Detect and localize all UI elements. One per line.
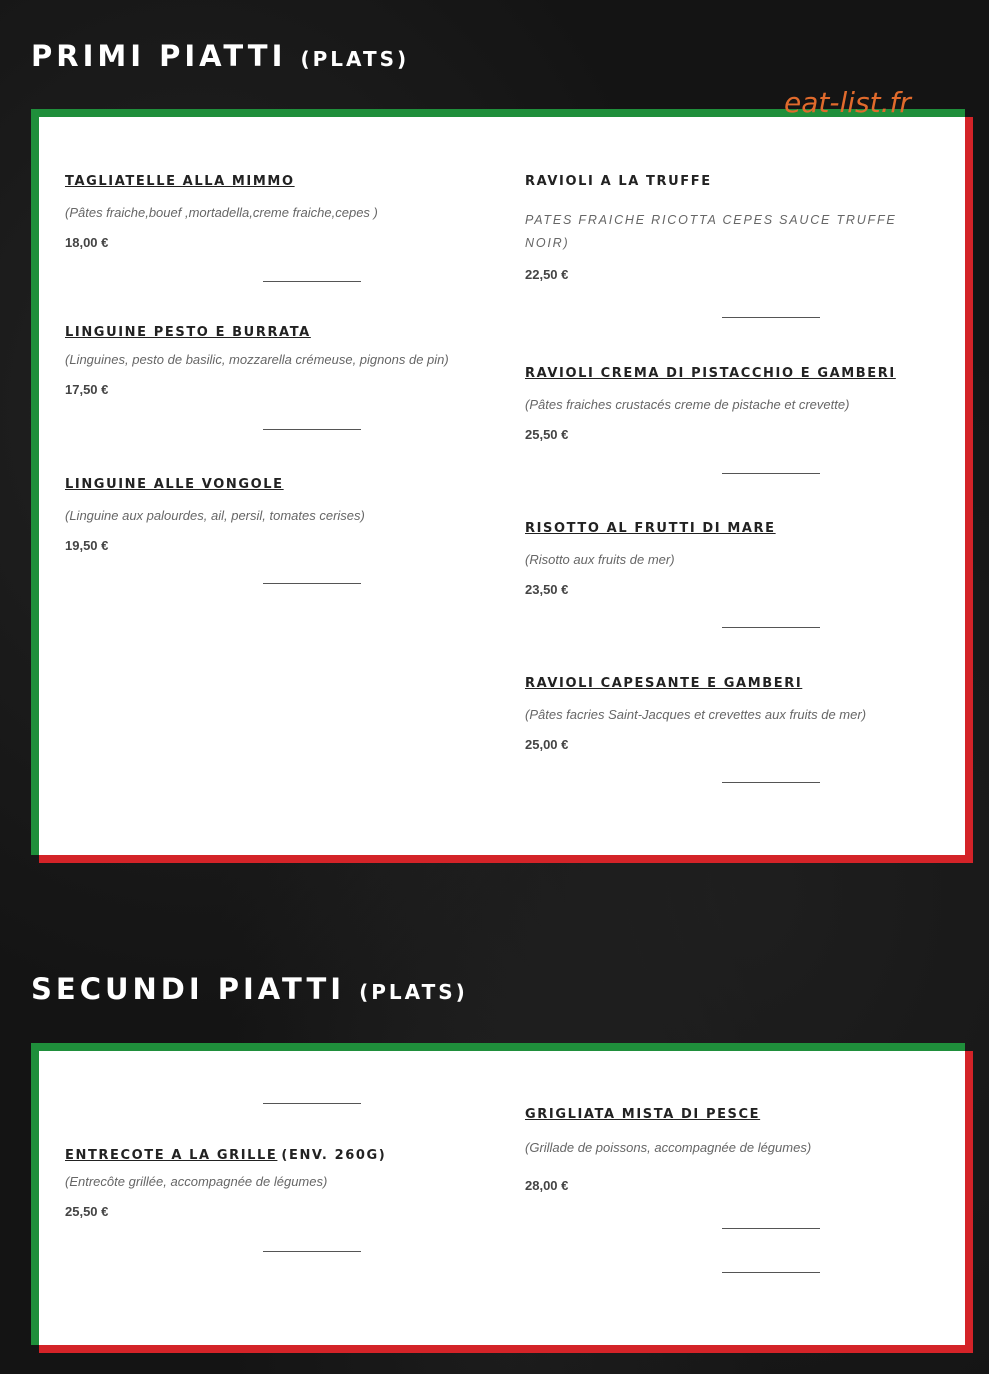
dish-ravioli-a-la-truffe: [525, 174, 905, 282]
dish-description: (Risotto aux fruits de mer): [525, 552, 675, 567]
dish-price: 25,00 €: [525, 737, 569, 752]
divider: [722, 473, 820, 474]
dish-ravioli-crema-di-pistacchio: [525, 366, 935, 442]
primi-piatti-title: [31, 39, 409, 73]
dish-description: PATES FRAICHE RICOTTA CEPES SAUCE TRUFFE NOIR): [525, 213, 897, 250]
divider: [263, 1103, 361, 1104]
dish-entrecote-a-la-grille: [65, 1148, 475, 1219]
section-title-text: PRIMI PIATTI: [31, 39, 287, 73]
dish-price: 23,50 €: [525, 582, 569, 597]
dish-name: [65, 1148, 475, 1163]
dish-price: 19,50 €: [65, 538, 109, 553]
dish-name: TAGLIATELLE ALLA MIMMO: [65, 174, 295, 189]
dish-ravioli-capesante-e-gamberi: [525, 676, 935, 752]
dish-description: (Entrecôte grillée, accompagnée de légumes): [65, 1174, 328, 1189]
flag-bar-red-right: [965, 1051, 973, 1353]
flag-bar-green-left: [31, 109, 39, 855]
dish-grigliata-mista-di-pesce: [525, 1107, 935, 1193]
divider: [722, 627, 820, 628]
dish-name-suffix: (ENV. 260G): [281, 1148, 387, 1163]
dish-description: (Pâtes fraiches crustacés creme de pistache et crevette): [525, 397, 850, 412]
dish-description: (Pâtes fraiche,bouef ,mortadella,creme fraiche,cepes ): [65, 205, 378, 220]
secundi-piatti-panel: [31, 1043, 965, 1345]
dish-name: RISOTTO AL FRUTTI DI MARE: [525, 521, 776, 536]
dish-tagliatelle-alla-mimmo: [65, 174, 475, 250]
divider: [722, 782, 820, 783]
section-title-text: SECUNDI PIATTI: [31, 972, 346, 1006]
dish-name-text: ENTRECOTE A LA GRILLE: [65, 1148, 278, 1163]
dish-description: (Pâtes facries Saint-Jacques et crevettes aux fruits de mer): [525, 707, 867, 722]
dish-name: RAVIOLI CREMA DI PISTACCHIO E GAMBERI: [525, 366, 896, 381]
dish-name: RAVIOLI A LA TRUFFE: [525, 174, 712, 189]
primi-piatti-panel: [31, 109, 965, 855]
dish-linguine-pesto-e-burrata: [65, 325, 495, 397]
watermark-logo: eat-list.fr: [784, 86, 911, 119]
dish-linguine-alle-vongole: [65, 477, 475, 553]
divider: [263, 1251, 361, 1252]
divider: [722, 1228, 820, 1229]
divider: [263, 281, 361, 282]
dish-price: 25,50 €: [65, 1204, 109, 1219]
dish-risotto-al-frutti-di-mare: [525, 521, 935, 597]
dish-name: RAVIOLI CAPESANTE E GAMBERI: [525, 676, 803, 691]
divider: [263, 583, 361, 584]
dish-price: 25,50 €: [525, 427, 569, 442]
dish-price: 28,00 €: [525, 1178, 569, 1193]
flag-bar-green-top: [31, 1043, 965, 1051]
dish-price: 22,50 €: [525, 267, 569, 282]
dish-price: 18,00 €: [65, 235, 109, 250]
dish-description: (Linguines, pesto de basilic, mozzarella crémeuse, pignons de pin): [65, 352, 449, 367]
section-subtitle: (PLATS): [359, 980, 468, 1004]
section-subtitle: (PLATS): [300, 47, 410, 71]
flag-bar-green-left: [31, 1043, 39, 1345]
dish-description: (Grillade de poissons, accompagnée de légumes): [525, 1140, 812, 1155]
dish-description: (Linguine aux palourdes, ail, persil, tomates cerises): [65, 508, 365, 523]
secundi-piatti-title: [31, 972, 468, 1006]
flag-bar-red-bottom: [39, 855, 973, 863]
flag-bar-red-bottom: [39, 1345, 973, 1353]
divider: [722, 1272, 820, 1273]
dish-price: 17,50 €: [65, 382, 109, 397]
divider: [263, 429, 361, 430]
divider: [722, 317, 820, 318]
flag-bar-red-right: [965, 117, 973, 863]
dish-name: GRIGLIATA MISTA DI PESCE: [525, 1107, 761, 1122]
dish-name: LINGUINE ALLE VONGOLE: [65, 477, 284, 492]
dish-name: LINGUINE PESTO E BURRATA: [65, 325, 311, 340]
